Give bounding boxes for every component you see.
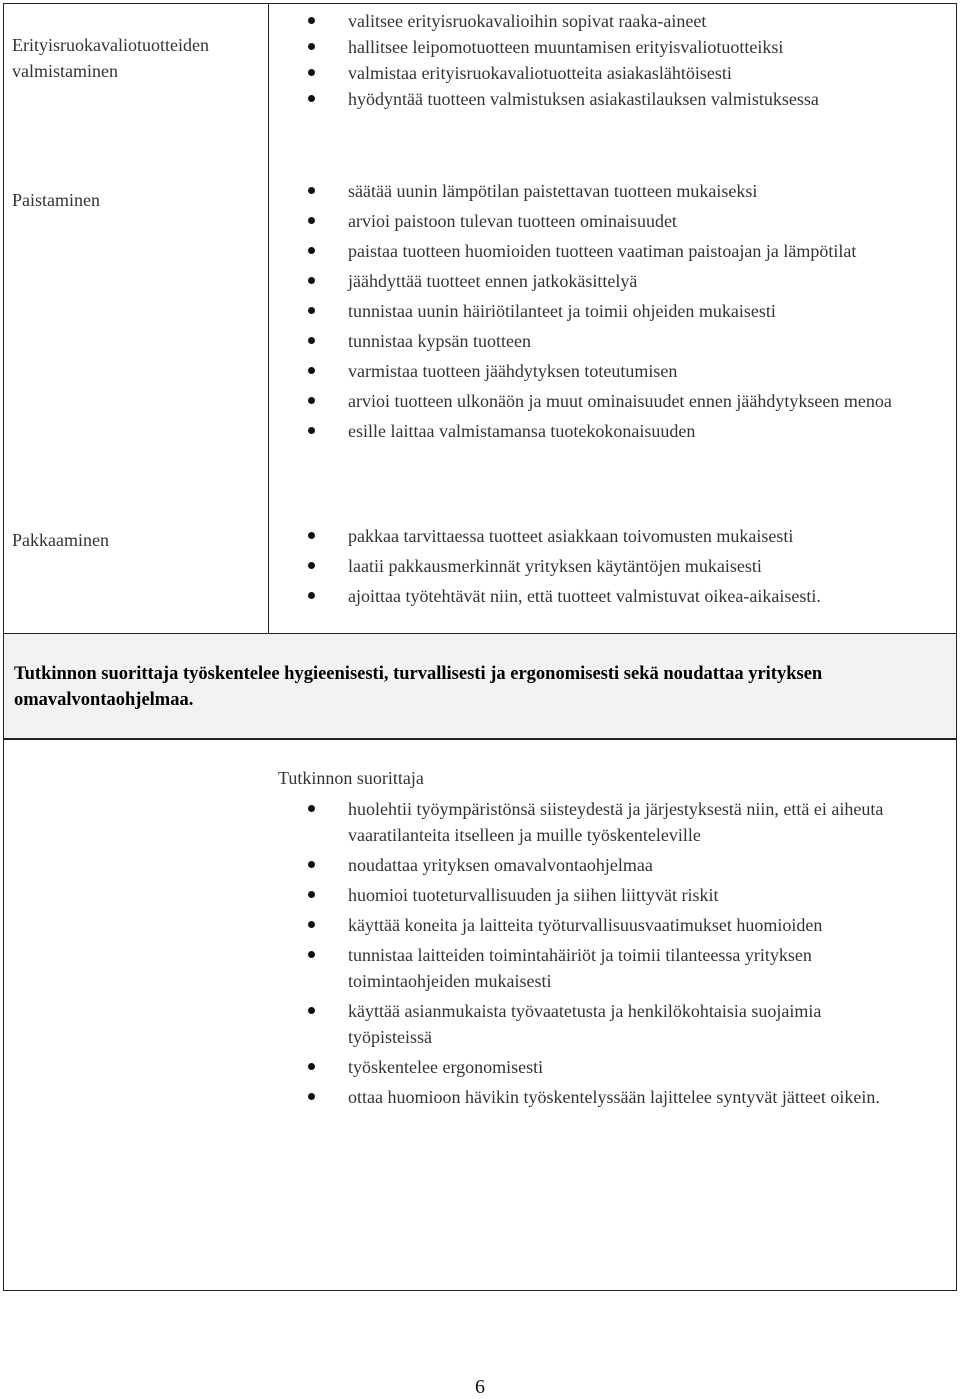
packing-criteria-list (308, 523, 948, 609)
list-item: säätää uunin lämpötilan paistettavan tuotteen mukaiseksi (308, 178, 898, 204)
page-number: 6 (475, 1376, 485, 1398)
list-item: käyttää asianmukaista työvaatetusta ja henkilökohtaisia suojaimia työpisteissä (308, 998, 908, 1050)
list-item: tunnistaa uunin häiriötilanteet ja toimii ohjeiden mukaisesti (308, 298, 898, 324)
hygiene-heading-band (3, 633, 957, 739)
hygiene-subheading: Tutkinnon suorittaja (278, 768, 424, 788)
list-item: arvioi paistoon tulevan tuotteen ominaisuudet (308, 208, 898, 234)
list-item: laatii pakkausmerkinnät yrityksen käytäntöjen mukaisesti (308, 553, 948, 579)
list-item: valmistaa erityisruokavaliotuotteita asiakaslähtöisesti (308, 60, 948, 86)
list-item: varmistaa tuotteen jäähdytyksen toteutumisen (308, 358, 898, 384)
list-item: esille laittaa valmistamansa tuotekokonaisuuden (308, 418, 898, 444)
list-item: pakkaa tarvittaessa tuotteet asiakkaan toivomusten mukaisesti (308, 523, 948, 549)
hygiene-criteria-list (308, 796, 908, 1110)
list-item: hyödyntää tuotteen valmistuksen asiakastilauksen valmistuksessa (308, 86, 948, 112)
baking-criteria-list (308, 178, 898, 444)
list-item: noudattaa yrityksen omavalvontaohjelmaa (308, 852, 908, 878)
list-item: jäähdyttää tuotteet ennen jatkokäsittelyä (308, 268, 898, 294)
list-item: ottaa huomioon hävikin työskentelyssään lajittelee syntyvät jätteet oikein. (308, 1084, 908, 1110)
row-label-packing: Pakkaaminen (12, 530, 109, 550)
special-diet-criteria-list (308, 8, 948, 112)
list-item: paistaa tuotteen huomioiden tuotteen vaatiman paistoajan ja lämpötilat (308, 238, 898, 264)
list-item: tunnistaa laitteiden toimintahäiriöt ja toimii tilanteessa yrityksen toimintaohjeiden mukaisesti (308, 942, 908, 994)
list-item: arvioi tuotteen ulkonäön ja muut ominaisuudet ennen jäähdytykseen menoa (308, 388, 898, 414)
list-item: ajoittaa työtehtävät niin, että tuotteet valmistuvat oikea-aikaisesti. (308, 583, 948, 609)
list-item: työskentelee ergonomisesti (308, 1054, 908, 1080)
list-item: valitsee erityisruokavalioihin sopivat raaka-aineet (308, 8, 948, 34)
list-item: tunnistaa kypsän tuotteen (308, 328, 898, 354)
hygiene-heading: Tutkinnon suorittaja työskentelee hygieenisesti, turvallisesti ja ergonomisesti sekä noudattaa yrityksen omavalvontaohjelmaa. (14, 664, 823, 710)
table-column-divider (268, 3, 269, 634)
row-label-baking: Paistaminen (12, 190, 100, 210)
list-item: huolehtii työympäristönsä siisteydestä ja järjestyksestä niin, että ei aiheuta vaaratilanteita itselleen ja muille työskenteleville (308, 796, 908, 848)
list-item: käyttää koneita ja laitteita työturvallisuusvaatimukset huomioiden (308, 912, 908, 938)
row-label-special-diet: Erityisruokavaliotuotteiden valmistaminen (12, 35, 209, 81)
list-item: huomioi tuoteturvallisuuden ja siihen liittyvät riskit (308, 882, 908, 908)
list-item: hallitsee leipomotuotteen muuntamisen erityisvaliotuotteiksi (308, 34, 948, 60)
